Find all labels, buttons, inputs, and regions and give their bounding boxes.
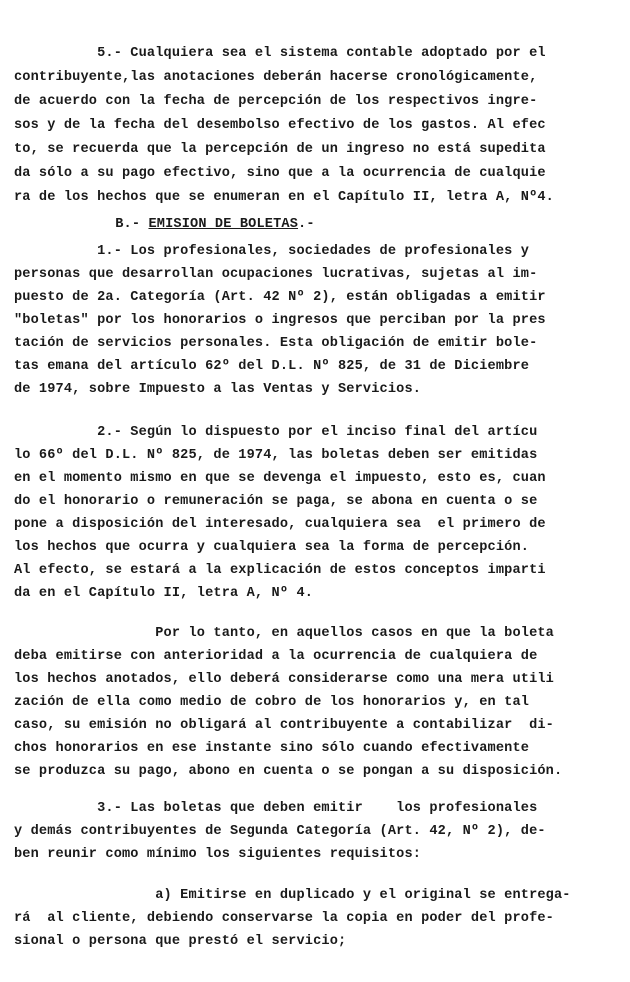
- text-line: zación de ella como medio de cobro de los honorarios y, en tal: [14, 695, 530, 710]
- text-line: 2.- Según lo dispuesto por el inciso final del artícu: [14, 425, 538, 440]
- text-line: ra de los hechos que se enumeran en el Capítulo II, letra A, Nº4.: [14, 190, 554, 205]
- section-heading-prefix: B.-: [115, 217, 149, 232]
- text-line: Al efecto, se estará a la explicación de estos conceptos imparti: [14, 563, 546, 578]
- section-heading: [82, 201, 315, 249]
- text-line: en el momento mismo en que se devenga el impuesto, esto es, cuan: [14, 471, 546, 486]
- text-line: tación de servicios personales. Esta obligación de emitir bole-: [14, 336, 538, 351]
- section-heading-suffix: .-: [298, 217, 315, 232]
- text-line: personas que desarrollan ocupaciones lucrativas, sujetas al im-: [14, 267, 538, 282]
- text-line: da en el Capítulo II, letra A, Nº 4.: [14, 586, 314, 601]
- text-line: contribuyente,las anotaciones deberán hacerse cronológicamente,: [14, 70, 538, 85]
- text-line: de acuerdo con la fecha de percepción de los respectivos ingre-: [14, 94, 538, 109]
- text-line: to, se recuerda que la percepción de un ingreso no está supedita: [14, 142, 546, 157]
- text-line: do el honorario o remuneración se paga, se abona en cuenta o se: [14, 494, 538, 509]
- text-line: puesto de 2a. Categoría (Art. 42 Nº 2), están obligadas a emitir: [14, 290, 546, 305]
- section-heading-title: EMISION DE BOLETAS: [148, 217, 299, 232]
- text-line: caso, su emisión no obligará al contribuyente a contabilizar di-: [14, 718, 554, 733]
- text-line: deba emitirse con anterioridad a la ocurrencia de cualquiera de: [14, 649, 538, 664]
- text-line: 3.- Las boletas que deben emitir los profesionales: [14, 801, 538, 816]
- text-line: lo 66º del D.L. Nº 825, de 1974, las boletas deben ser emitidas: [14, 448, 538, 463]
- text-line: da sólo a su pago efectivo, sino que a la ocurrencia de cualquie: [14, 166, 546, 181]
- text-line: a) Emitirse en duplicado y el original se entrega-: [14, 888, 571, 903]
- text-line: Por lo tanto, en aquellos casos en que la boleta: [14, 626, 554, 641]
- text-line: sional o persona que prestó el servicio;: [14, 934, 347, 949]
- text-line: los hechos que ocurra y cualquiera sea la forma de percepción.: [14, 540, 530, 555]
- text-line: "boletas" por los honorarios o ingresos que perciban por la pres: [14, 313, 546, 328]
- text-line: ben reunir como mínimo los siguientes requisitos:: [14, 847, 422, 862]
- text-line: rá al cliente, debiendo conservarse la copia en poder del profe-: [14, 911, 554, 926]
- text-line: 1.- Los profesionales, sociedades de profesionales y: [14, 244, 530, 259]
- text-line: y demás contribuyentes de Segunda Categoría (Art. 42, Nº 2), de-: [14, 824, 546, 839]
- text-line: de 1974, sobre Impuesto a las Ventas y Servicios.: [14, 382, 422, 397]
- text-line: tas emana del artículo 62º del D.L. Nº 825, de 31 de Diciembre: [14, 359, 530, 374]
- text-line: sos y de la fecha del desembolso efectivo de los gastos. Al efec: [14, 118, 546, 133]
- text-line: 5.- Cualquiera sea el sistema contable adoptado por el: [14, 46, 546, 61]
- text-line: los hechos anotados, ello deberá considerarse como una mera utili: [14, 672, 554, 687]
- text-line: pone a disposición del interesado, cualquiera sea el primero de: [14, 517, 546, 532]
- text-line: se produzca su pago, abono en cuenta o se pongan a su disposición.: [14, 764, 563, 779]
- text-line: chos honorarios en ese instante sino sólo cuando efectivamente: [14, 741, 530, 756]
